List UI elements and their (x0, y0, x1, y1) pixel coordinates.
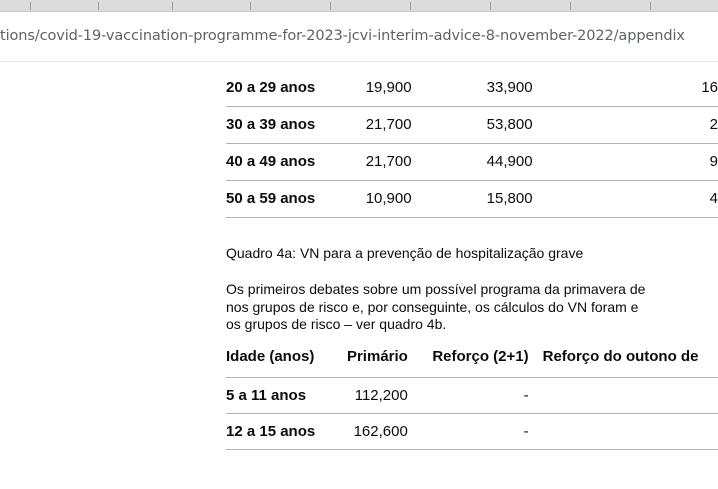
table-caption: Quadro 4a: VN para a prevenção de hospitalização grave (226, 245, 584, 261)
nnv-table-continued (226, 69, 718, 218)
body-paragraph (226, 281, 645, 334)
value-cell: - (422, 377, 543, 413)
header-primary: Primário (342, 337, 421, 377)
header-age: Idade (anos) (226, 337, 342, 377)
value-cell: - (422, 413, 543, 449)
value-cell: 10,900 (345, 180, 426, 217)
url-text[interactable]: tions/covid-19-vaccination-programme-for-2023-jcvi-interim-advice-8-november-2022/appendix (0, 28, 685, 44)
tab-divider (490, 2, 491, 10)
table-row (226, 143, 718, 180)
age-group-cell: 20 a 29 anos (226, 69, 345, 106)
table-row (226, 413, 718, 449)
table-row (226, 106, 718, 143)
value-cell: 16 (547, 69, 718, 106)
age-group-cell: 50 a 59 anos (226, 180, 345, 217)
tab-divider (570, 2, 571, 10)
tab-divider (30, 2, 31, 10)
age-group-cell: 40 a 49 anos (226, 143, 345, 180)
age-group-cell: 30 a 39 anos (226, 106, 345, 143)
value-cell: 15,800 (426, 180, 547, 217)
paragraph-line: Os primeiros debates sobre um possível programa da primavera de (226, 281, 646, 297)
value-cell (543, 413, 718, 449)
header-autumn-booster: Reforço do outono de (543, 337, 718, 377)
table-row (226, 69, 718, 106)
tab-divider (330, 2, 331, 10)
tab-divider (410, 2, 411, 10)
value-cell: 21,700 (345, 106, 426, 143)
header-booster: Reforço (2+1) (422, 337, 543, 377)
value-cell: 2 (547, 106, 718, 143)
paragraph-line: os grupos de risco – ver quadro 4b. (226, 316, 447, 332)
value-cell: 9 (547, 143, 718, 180)
nnv-table-4a (226, 337, 718, 450)
table-header-row (226, 337, 718, 377)
tab-divider (650, 2, 651, 10)
page-content (0, 62, 718, 489)
value-cell: 112,200 (342, 377, 421, 413)
value-cell: 19,900 (345, 69, 426, 106)
value-cell (543, 377, 718, 413)
age-group-cell: 5 a 11 anos (226, 377, 342, 413)
value-cell: 21,700 (345, 143, 426, 180)
address-bar[interactable] (0, 12, 718, 62)
tab-divider (98, 2, 99, 10)
tab-divider (172, 2, 173, 10)
table-row (226, 377, 718, 413)
value-cell: 44,900 (426, 143, 547, 180)
value-cell: 53,800 (426, 106, 547, 143)
value-cell: 33,900 (426, 69, 547, 106)
value-cell: 162,600 (342, 413, 421, 449)
paragraph-line: nos grupos de risco e, por conseguinte, os cálculos do VN foram e (226, 298, 639, 315)
tab-divider (250, 2, 251, 10)
browser-tab-strip (0, 0, 718, 12)
age-group-cell: 12 a 15 anos (226, 413, 342, 449)
value-cell: 4 (547, 180, 718, 217)
table-row (226, 180, 718, 217)
